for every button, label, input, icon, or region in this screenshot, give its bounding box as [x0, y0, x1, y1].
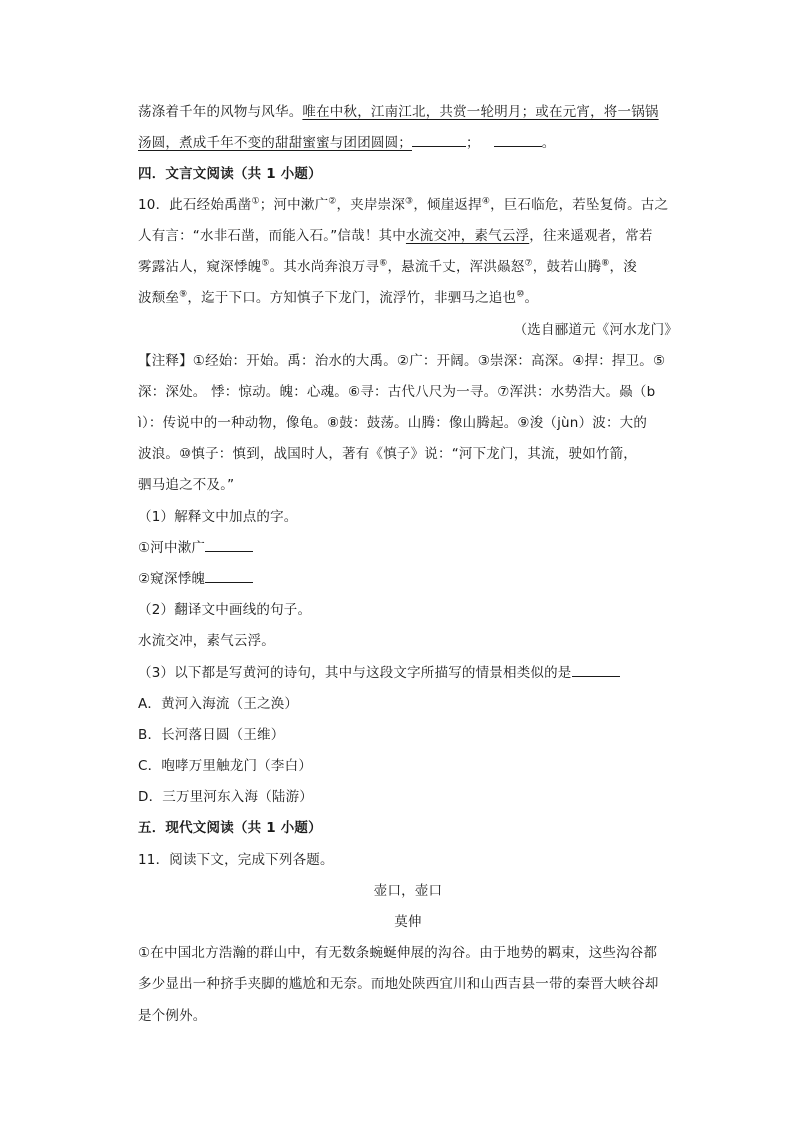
text-run: ，往来遥观者，常若 [529, 228, 653, 244]
notes-line-3: ì）：传说中的一种动物，像龟。⑧鼓：鼓荡。山腾：像山腾起。⑨浚（jùn）波：大的 [138, 415, 648, 431]
sub-question-2: （2）翻译文中画线的句子。 [138, 602, 312, 618]
text-run: ，夹岸崇深 [336, 197, 406, 213]
note-mark: ⑨ [179, 289, 188, 300]
intro-underlined-text: 汤圆，煮成千年不变的甜甜蜜蜜与团团圆圆； [138, 135, 412, 151]
text-run: ，鼓若山腾 [532, 259, 602, 275]
text-run: ，浚 [609, 259, 637, 275]
section-4-title: 四．文言文阅读（共 1 小题） [138, 166, 322, 182]
text-run: 10．此石经始禹凿 [138, 197, 252, 213]
section-5-title: 五．现代文阅读（共 1 小题） [138, 820, 322, 836]
sub-question-1: （1）解释文中加点的字。 [138, 509, 298, 525]
note-mark: ④ [481, 196, 491, 207]
q10-source: （选自郦道元《河水龙门》 [513, 322, 678, 338]
paragraph-1-line-3: 是个例外。 [138, 1008, 207, 1024]
period: 。 [541, 135, 556, 151]
note-mark: ⑦ [524, 258, 533, 269]
note-mark: ② [328, 196, 337, 207]
q10-line-1 [138, 195, 678, 215]
text-run: ②窥深悸魄 [138, 571, 206, 587]
answer-blank[interactable] [205, 569, 253, 583]
text-run: 波颓垒 [138, 290, 180, 306]
note-mark: ⑩ [516, 289, 525, 300]
option-d: D．三万里河东入海（陆游） [138, 789, 313, 805]
notes-line-1: 【注释】①经始：开始。禹：治水的大禹。②广：开阔。③崇深：高深。④捍：捍卫。⑤ [138, 353, 666, 369]
intro-line-2 [138, 133, 678, 153]
text-run: ，迄于下口。方知慎子下龙门，流浮竹，非驷马之追也 [187, 290, 517, 306]
option-a: A．黄河入海流（王之涣） [138, 696, 299, 712]
paragraph-1-line-1: ①在中国北方浩瀚的群山中，有无数条蜿蜒伸展的沟谷。由于地势的羁束，这些沟谷都 [138, 945, 658, 961]
text-run: ①河中漱广 [138, 540, 206, 556]
text-run: 人有言：“水非石凿，而能入石。”信哉！其中 [138, 228, 406, 244]
paragraph-1-line-2: 多少显出一种挤手夹脚的尴尬和无奈。而地处陕西宜川和山西吉县一带的秦晋大峡谷却 [138, 976, 659, 992]
intro-text: 荡涤着千年的风物与风华。 [138, 104, 303, 120]
answer-blank[interactable] [412, 133, 466, 147]
text-run: 。 [524, 290, 539, 306]
note-mark: ⑤ [261, 258, 270, 269]
text-run: ；河中漱广 [259, 197, 329, 213]
note-mark: ⑧ [601, 258, 610, 269]
text-run: （3）以下都是写黄河的诗句，其中与这段文字所描写的情景相类似的是 [138, 665, 572, 681]
q10-line-3 [138, 257, 678, 277]
text-run: 。其水尚奔浪万寻 [269, 259, 380, 275]
q10-line-4 [138, 288, 678, 308]
note-mark: ⑥ [379, 258, 388, 269]
note-mark: ③ [405, 196, 414, 207]
text-run: ，悬流千丈，浑洪赑怒 [387, 259, 525, 275]
sub-question-1b [138, 569, 678, 589]
notes-line-2: 深：深处。 悸：惊动。魄：心魂。⑥寻：古代八尺为一寻。⑦浑洪：水势浩大。赑（b [138, 384, 656, 400]
intro-line-1 [138, 102, 678, 122]
text-run: 雾露沾人，窥深悸魄 [138, 259, 262, 275]
article-author: 莫伸 [394, 914, 422, 930]
notes-line-5: 驷马追之不及。” [138, 477, 235, 493]
option-c: C．咆哮万里触龙门（李白） [138, 758, 313, 774]
text-run: ，倾崖返捍 [413, 197, 482, 213]
option-b: B．长河落日圆（王维） [138, 727, 285, 743]
sub-question-3 [138, 663, 678, 683]
text-run: ，巨石临危，若坠复倚。古之 [490, 197, 669, 213]
q11-prompt: 11．阅读下文，完成下列各题。 [138, 852, 334, 868]
sub-question-1a [138, 538, 678, 558]
answer-blank[interactable] [205, 538, 253, 552]
semicolon: ； [466, 135, 480, 151]
underlined-sentence: 水流交冲，素气云浮 [405, 228, 530, 244]
answer-blank[interactable] [494, 133, 542, 147]
intro-underlined-text: 唯在中秋，江南江北，共赏一轮明月；或在元宵，将一锅锅 [302, 104, 659, 120]
article-title: 壶口，壶口 [373, 883, 443, 899]
q10-line-2 [138, 226, 678, 246]
note-mark: ① [251, 196, 260, 207]
notes-line-4: 波浪。⑩慎子：慎到，战国时人，著有《慎子》说：“河下龙门，其流，驶如竹箭， [138, 446, 637, 462]
answer-blank[interactable] [572, 663, 620, 677]
sub-question-2-sentence: 水流交冲，素气云浮。 [138, 633, 275, 649]
